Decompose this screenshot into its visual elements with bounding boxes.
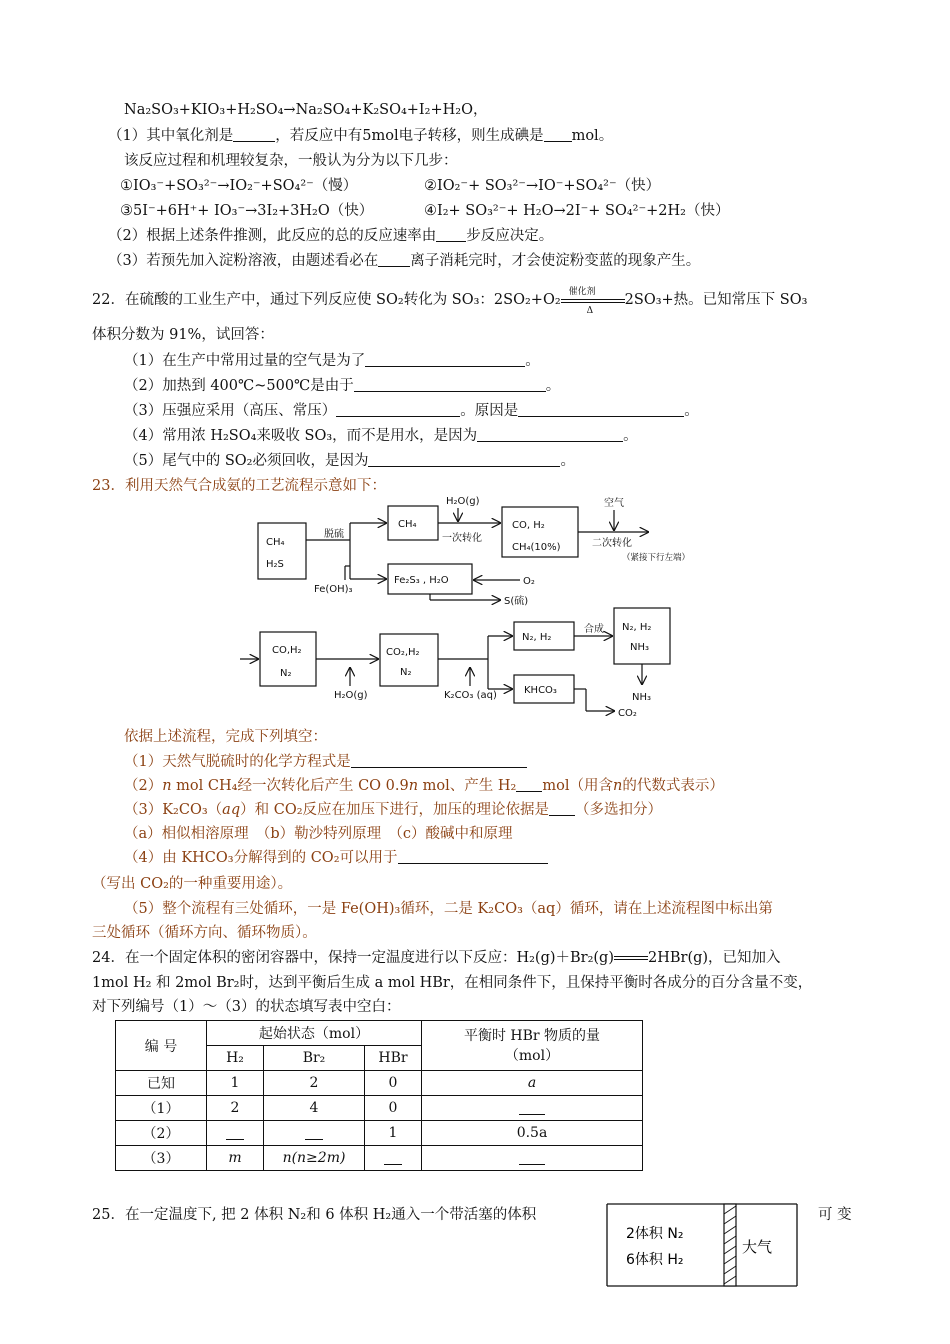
q24-line1-text-b: 2HBr(g)，已知加入 [648, 950, 781, 966]
table-row [116, 1121, 643, 1146]
table-cell: 4 [264, 1096, 365, 1121]
q23-s2-text-c: mol、产生 H₂ [418, 778, 517, 794]
flow-text: NH₃ [630, 642, 650, 653]
flow-box-feed [258, 523, 306, 579]
table-cell: 1 [207, 1071, 264, 1096]
equilibrium-arrow-top [561, 299, 625, 300]
q21-step4: ④I₂+ SO₃²⁻+ H₂O→2I⁻+ SO₄²⁻+2H₂（快） [424, 203, 730, 219]
table-header-line: （mol） [504, 1047, 560, 1064]
answer-blank[interactable] [351, 753, 527, 768]
var-n: n [408, 778, 419, 794]
table-header: 编 号 [116, 1021, 207, 1071]
flow-text: CO₂ [618, 708, 637, 719]
flow-text: H₂S [266, 559, 284, 570]
answer-blank[interactable] [549, 801, 575, 816]
answer-blank[interactable] [477, 427, 623, 442]
var-a: a [527, 1075, 537, 1091]
fig-label-atmosphere: 大气 [742, 1238, 773, 1256]
q23-s1 [124, 752, 527, 772]
period: 。 [545, 378, 561, 394]
table-row [116, 1146, 643, 1171]
q21-part2-text-b: 步反应决定。 [466, 228, 554, 244]
flow-text: N₂, H₂ [622, 622, 652, 633]
q22-s3-text-a: （3）压强应采用（高压、常压） [124, 403, 337, 419]
equilibrium-arrow-bottom [614, 959, 648, 960]
flow-text: K₂CO₃ (aq) [444, 690, 497, 701]
q21-part3 [108, 251, 700, 271]
flow-text: N₂, H₂ [522, 632, 552, 643]
table-cell: （3） [116, 1146, 207, 1171]
q23-s3-options: （a）相似相溶原理 （b）勒沙特列原理 （c）酸碱中和原理 [124, 826, 513, 842]
flow-text: CO₂,H₂ [386, 647, 420, 658]
table-header: HBr [365, 1046, 422, 1071]
q23-s3-text-c: （多选扣分） [575, 802, 663, 818]
q22-s3-text-b: 。原因是 [460, 403, 519, 419]
q23-s2 [124, 776, 724, 796]
q21-intro: 该反应过程和机理较复杂，一般认为分为以下几步： [124, 153, 458, 169]
q23-s2-text-b: mol CH₄经一次转化后产生 CO 0.9 [171, 778, 409, 794]
piston [724, 1204, 736, 1286]
table-cell [422, 1096, 643, 1121]
flow-text: Fe₂S₃ , H₂O [394, 575, 449, 586]
table-cell: 0.5a [422, 1121, 643, 1146]
period: 。 [560, 453, 575, 469]
answer-blank[interactable] [519, 1150, 545, 1165]
var-n: n [162, 778, 172, 794]
q25-text-tail: 可 变 [818, 1207, 852, 1223]
q22-line1-text-a: 22．在硫酸的工业生产中，通过下列反应使 SO₂转化为 SO₃：2SO₂+O₂ [92, 292, 561, 308]
q21-part3-text-b: 离子消耗完时，才会使淀粉变蓝的现象产生。 [410, 253, 701, 269]
table-cell [422, 1146, 643, 1171]
q22-s5-text: （5）尾气中的 SO₂必须回收，是因为 [124, 453, 369, 469]
flow-text: CH₄(10%) [512, 542, 561, 553]
period: 。 [623, 428, 638, 444]
answer-blank[interactable] [436, 227, 466, 242]
q23-s5-line2: 三处循环（循环方向、循环物质）。 [92, 925, 317, 941]
answer-blank[interactable] [519, 1100, 545, 1115]
table-header: 起始状态（mol） [207, 1021, 422, 1046]
q22-s4-text: （4）常用浓 H₂SO₄来吸收 SO₃，而不是用水，是因为 [124, 428, 478, 444]
flow-text: KHCO₃ [524, 685, 557, 696]
fig-label-h2: 6体积 H₂ [626, 1252, 684, 1268]
flow-text: 二次转化 [592, 538, 632, 549]
ammonia-process-flowchart [230, 490, 720, 722]
q21-part1-text-a: （1）其中氧化剂是 [108, 128, 234, 144]
q23-lead: 依据上述流程，完成下列填空： [124, 729, 327, 745]
q21-step2: ②IO₂⁻+ SO₃²⁻→IO⁻+SO₄²⁻（快） [424, 178, 661, 194]
delta-label: Δ [586, 306, 594, 316]
q23-s2-text-a: （2） [124, 778, 163, 794]
flow-text: （紧接下行左端） [622, 553, 691, 563]
q23-title: 23．利用天然气合成氨的工艺流程示意如下： [92, 478, 386, 494]
q24-state-table [115, 1020, 643, 1171]
table-cell [264, 1121, 365, 1146]
q23-s3 [124, 800, 662, 820]
flow-text: 合成 [584, 624, 604, 635]
q23-s4 [124, 848, 548, 868]
q21-part2 [108, 226, 553, 246]
var-aq: aq [222, 802, 241, 818]
q23-s1-text: （1）天然气脱硫时的化学方程式是 [124, 754, 351, 770]
table-header: H₂ [207, 1046, 264, 1071]
catalyst-label: 催化剂 [568, 287, 596, 297]
flow-text: 脱硫 [324, 529, 344, 540]
q23-s3-text-b: ）和 CO₂反应在加压下进行，加压的理论依据是 [240, 802, 550, 818]
flow-text: H₂O(g) [334, 690, 368, 701]
answer-blank[interactable] [365, 352, 525, 367]
table-cell [264, 1146, 365, 1171]
table-cell: （2） [116, 1121, 207, 1146]
flow-text: 空气 [604, 498, 624, 509]
answer-blank[interactable] [516, 777, 542, 792]
flow-text: N₂ [280, 668, 292, 679]
q23-s4-text: （4）由 KHCO₃分解得到的 CO₂可以用于 [124, 850, 398, 866]
table-cell [422, 1071, 643, 1096]
q21-step3: ③5I⁻+6H⁺+ IO₃⁻→3I₂+3H₂O（快） [120, 203, 374, 219]
answer-blank[interactable] [378, 252, 410, 267]
answer-blank[interactable] [354, 377, 546, 392]
table-cell: 2 [207, 1096, 264, 1121]
table-header-line: 平衡时 HBr 物质的量 [463, 1027, 601, 1044]
period: 。 [684, 403, 699, 419]
table-header: Br₂ [264, 1046, 365, 1071]
table-cell: 2 [264, 1071, 365, 1096]
flow-text: O₂ [523, 576, 535, 587]
equilibrium-arrow [614, 948, 648, 968]
q23-s2-text-d: mol（用含 [542, 778, 613, 794]
q23-s4-note: （写出 CO₂的一种重要用途）。 [92, 876, 293, 892]
q22-line1 [92, 287, 808, 316]
flow-text: CH₄ [266, 537, 285, 548]
q22-s4 [124, 426, 638, 446]
q22-line1-text-b: 2SO₃+热。已知常压下 SO₃ [624, 292, 808, 308]
flow-text: S(硫) [504, 596, 529, 607]
q24-line2: 1mol H₂ 和 2mol Br₂时，达到平衡后生成 a mol HBr，在相同条件下，且保持平衡时各成分的百分含量不变， [92, 975, 813, 991]
answer-blank[interactable] [398, 849, 548, 864]
table-header [422, 1021, 643, 1071]
q21-step1: ①IO₃⁻+SO₃²⁻→IO₂⁻+SO₄²⁻（慢） [120, 178, 358, 194]
answer-blank[interactable] [226, 1125, 244, 1140]
answer-blank[interactable] [233, 127, 275, 142]
q21-part1-text-b: ，若反应中有5mol电子转移，则生成碘是 [275, 128, 544, 144]
q21-part2-text-a: （2）根据上述条件推测，此反应的总的反应速率由 [108, 228, 437, 244]
table-cell: 1 [365, 1121, 422, 1146]
flow-text: CO,H₂ [272, 645, 302, 656]
q21-equation: Na₂SO₃+KIO₃+H₂SO₄→Na₂SO₄+K₂SO₄+I₂+H₂O， [124, 102, 488, 118]
table-cell: 0 [365, 1071, 422, 1096]
q22-s2 [124, 376, 560, 396]
var-n-cond: n(n≥2m) [282, 1150, 346, 1166]
flow-text: Fe(OH)₃ [314, 584, 353, 595]
q23-s2-text-e: 的代数式表示） [622, 778, 724, 794]
table-cell [365, 1146, 422, 1171]
q24-line1-text-a: 24．在一个固定体积的密闭容器中，保持一定温度进行以下反应：H₂(g)＋Br₂(g) [92, 950, 614, 966]
q22-s1 [124, 351, 540, 371]
q23-s3-text-a: （3）K₂CO₃（ [124, 802, 223, 818]
fig-label-n2: 2体积 N₂ [626, 1226, 684, 1242]
flow-text: CH₄ [398, 519, 417, 530]
period: 。 [525, 353, 540, 369]
answer-blank[interactable] [544, 127, 572, 142]
table-cell: 0 [365, 1096, 422, 1121]
flow-box-co2-h2-n2 [380, 634, 438, 686]
flow-text: NH₃ [632, 692, 652, 703]
flow-text: CO, H₂ [512, 520, 545, 531]
q21-part1-text-c: mol。 [571, 128, 614, 144]
flow-text: 一次转化 [442, 533, 482, 544]
var-m: m [228, 1150, 242, 1166]
piston-container-diagram [606, 1200, 800, 1290]
answer-blank[interactable] [336, 402, 460, 417]
q22-s1-text: （1）在生产中常用过量的空气是为了 [124, 353, 366, 369]
q25-text: 25．在一定温度下, 把 2 体积 N₂和 6 体积 H₂通入一个带活塞的体积 [92, 1207, 537, 1223]
table-row [116, 1071, 643, 1096]
table-cell: 已知 [116, 1071, 207, 1096]
table-row [116, 1096, 643, 1121]
answer-blank[interactable] [384, 1150, 402, 1165]
var-n: n [613, 778, 623, 794]
q23-s5-line1: （5）整个流程有三处循环，一是 Fe(OH)₃循环，二是 K₂CO₃（aq）循环，请在上述流程图中标出第 [124, 901, 773, 917]
table-cell [207, 1146, 264, 1171]
table-cell [207, 1121, 264, 1146]
catalyst-arrow [561, 287, 625, 316]
q24-line3: 对下列编号（1）～（3）的状态填写表中空白： [92, 999, 401, 1015]
answer-blank[interactable] [305, 1125, 323, 1140]
table-cell: （1） [116, 1096, 207, 1121]
q22-s3 [124, 401, 699, 421]
equilibrium-arrow-top [614, 956, 648, 957]
q21-part3-text-a: （3）若预先加入淀粉溶液，由题述看必在 [108, 253, 379, 269]
q21-part1 [108, 126, 613, 146]
q22-line2: 体积分数为 91%，试回答： [92, 327, 274, 343]
answer-blank[interactable] [518, 402, 684, 417]
flow-box-nh3-product [614, 608, 670, 664]
flow-text: N₂ [400, 667, 412, 678]
answer-blank[interactable] [368, 452, 560, 467]
q24-line1 [92, 948, 781, 968]
q22-s5 [124, 451, 575, 471]
flow-text: H₂O(g) [446, 496, 480, 507]
q22-s2-text: （2）加热到 400℃~500℃是由于 [124, 378, 354, 394]
